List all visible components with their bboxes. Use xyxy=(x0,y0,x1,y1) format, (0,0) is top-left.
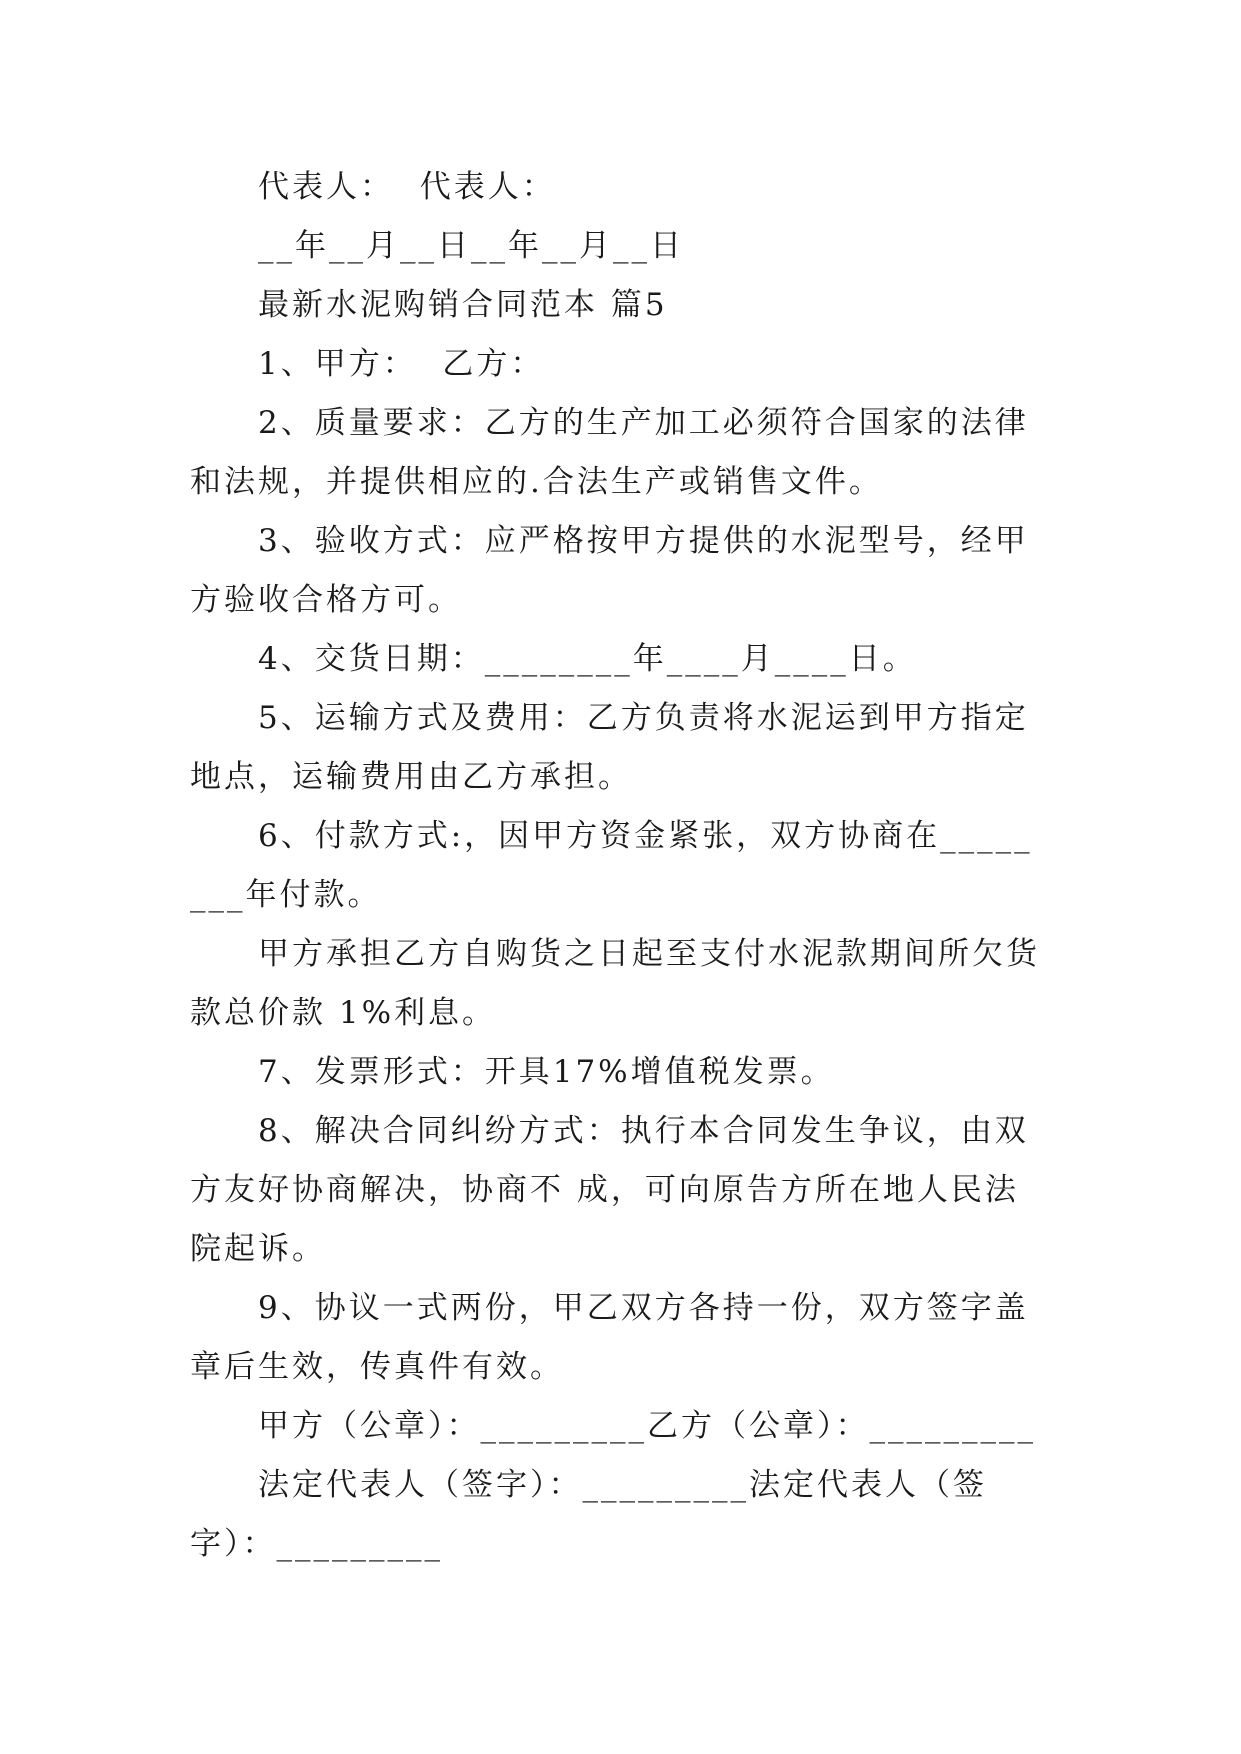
clause-3-acceptance: 3、验收方式：应严格按甲方提供的水泥型号，经甲方验收合格方可。 xyxy=(190,523,1029,618)
clause-9-copies: 9、协议一式两份，甲乙双方各持一份，双方签字盖章后生效，传真件有效。 xyxy=(190,1290,1029,1385)
clause-4-delivery-date: 4、交货日期：________年____月____日。 xyxy=(258,641,917,677)
clause-7-invoice: 7、发票形式：开具17%增值税发票。 xyxy=(258,1054,835,1090)
clause-2-quality: 2、质量要求：乙方的生产加工必须符合国家的法律和法规，并提供相应的.合法生产或销售文件。 xyxy=(190,405,1029,500)
representative-line: 代表人： 代表人： xyxy=(258,169,556,205)
clause-8-disputes: 8、解决合同纠纷方式：执行本合同发生争议，由双方友好协商解决，协商不 成，可向原告方所在地人民法院起诉。 xyxy=(190,1113,1029,1267)
date-line: __年__月__日__年__月__日 xyxy=(258,228,684,264)
clause-6-payment: 6、付款方式:，因甲方资金紧张，双方协商在________年付款。 xyxy=(190,818,1033,913)
section-title: 最新水泥购销合同范本 篇5 xyxy=(258,287,668,323)
signature-line: 法定代表人（签字）：_________法定代表人（签字）：_________ xyxy=(190,1467,987,1562)
clause-5-transport: 5、运输方式及费用：乙方负责将水泥运到甲方指定地点，运输费用由乙方承担。 xyxy=(190,700,1029,795)
clause-1-parties: 1、甲方： 乙方： xyxy=(258,346,545,382)
clause-6-interest: 甲方承担乙方自购货之日起至支付水泥款期间所欠货款总价款 1%利息。 xyxy=(190,936,1040,1031)
document-body xyxy=(190,158,1050,1574)
seal-line: 甲方（公章）：_________乙方（公章）：_________ xyxy=(258,1408,1036,1444)
